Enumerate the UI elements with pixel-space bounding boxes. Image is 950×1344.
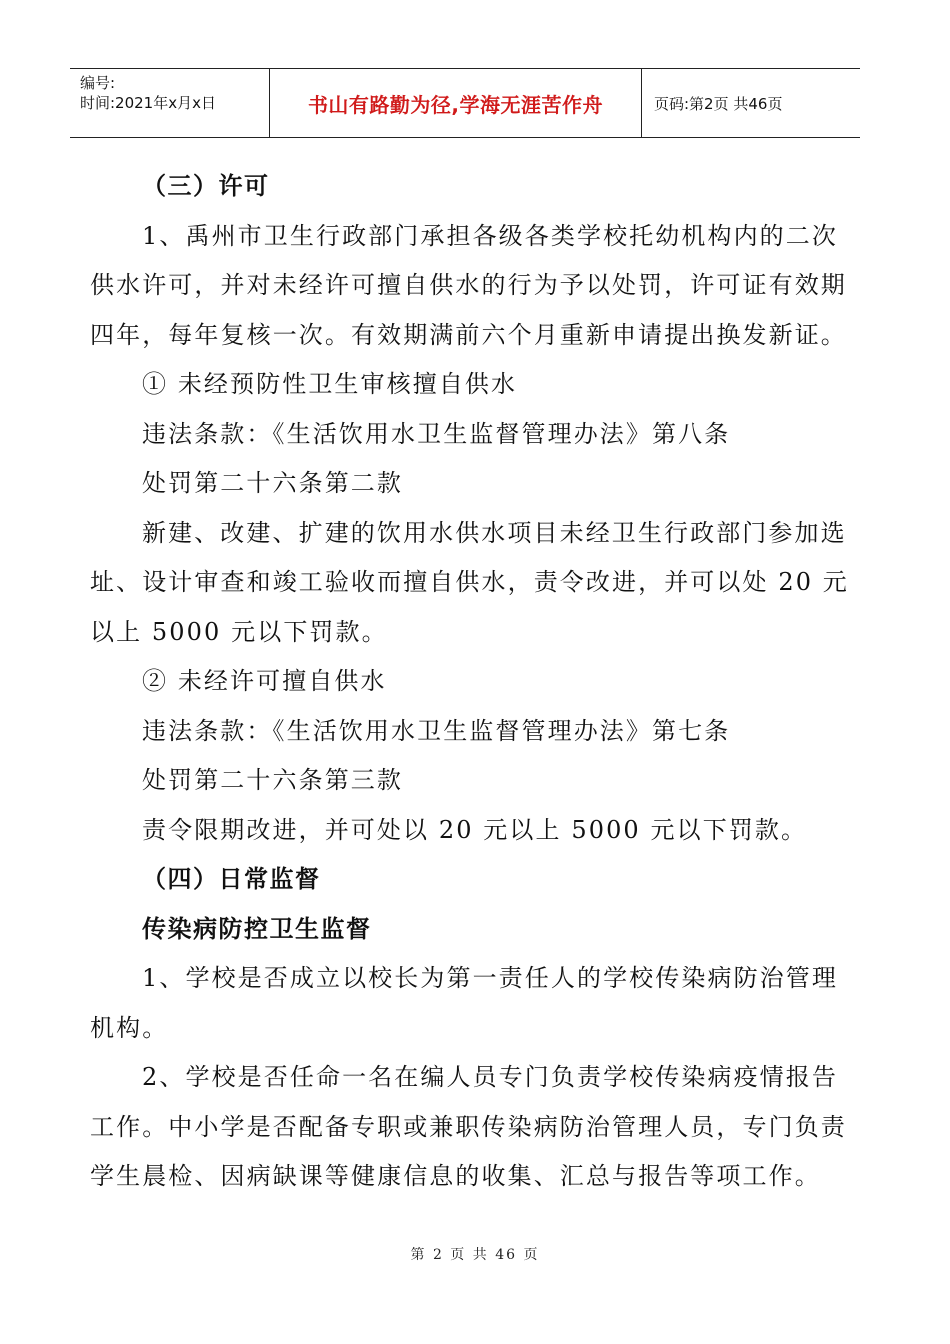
- header-motto: 书山有路勤为径,学海无涯苦作舟: [307, 92, 604, 117]
- paragraph-line: 1、禹州市卫生行政部门承担各级各类学校托幼机构内的二次: [142, 221, 838, 250]
- paragraph-line: 新建、改建、扩建的饮用水供水项目未经卫生行政部门参加选: [142, 518, 847, 547]
- paragraph-line: 四年，每年复核一次。有效期满前六个月重新申请提出换发新证。: [90, 320, 847, 349]
- paragraph-line: 处罚第二十六条第二款: [142, 469, 403, 497]
- page-footer: 第 2 页 共 46 页: [410, 1247, 540, 1263]
- paragraph-line: 责令限期改进，并可处以 20 元以上 5000 元以下罚款。: [142, 815, 808, 844]
- section-heading-license: （三）许可: [142, 172, 270, 200]
- document-number-label: 编号:: [80, 74, 116, 92]
- paragraph-line: 违法条款：《生活饮用水卫生监督管理办法》第七条: [142, 716, 731, 745]
- list-item: ② 未经许可擅自供水: [142, 667, 387, 695]
- paragraph-line: 违法条款：《生活饮用水卫生监督管理办法》第八条: [142, 419, 731, 448]
- paragraph-line: 机构。: [90, 1013, 169, 1042]
- paragraph-line: 供水许可，并对未经许可擅自供水的行为予以处罚，许可证有效期: [90, 271, 847, 299]
- header-page-label: 页码:第2页 共46页: [654, 94, 783, 113]
- header-motto-cell: [270, 69, 642, 137]
- document-header: [70, 68, 860, 138]
- paragraph-line: 以上 5000 元以下罚款。: [90, 617, 388, 646]
- section-heading-daily-supervision: （四）日常监督: [142, 865, 321, 893]
- header-meta: [70, 69, 270, 137]
- paragraph-line: 学生晨检、因病缺课等健康信息的收集、汇总与报告等项工作。: [90, 1162, 821, 1190]
- document-body: [90, 162, 850, 1202]
- paragraph-line: 2、学校是否任命一名在编人员专门负责学校传染病疫情报告: [142, 1063, 838, 1091]
- paragraph-line: 处罚第二十六条第三款: [142, 766, 403, 794]
- paragraph-line: 1、学校是否成立以校长为第一责任人的学校传染病防治管理: [142, 964, 838, 992]
- paragraph-line: 工作。中小学是否配备专职或兼职传染病防治管理人员，专门负责: [90, 1112, 847, 1141]
- header-page-cell: [642, 69, 860, 137]
- list-item: ① 未经预防性卫生审核擅自供水: [142, 370, 518, 398]
- document-time-label: 时间:2021年x月x日: [80, 94, 216, 112]
- paragraph-line: 址、设计审查和竣工验收而擅自供水，责令改进，并可以处 20 元: [90, 568, 849, 596]
- subsection-heading: 传染病防控卫生监督: [142, 914, 372, 943]
